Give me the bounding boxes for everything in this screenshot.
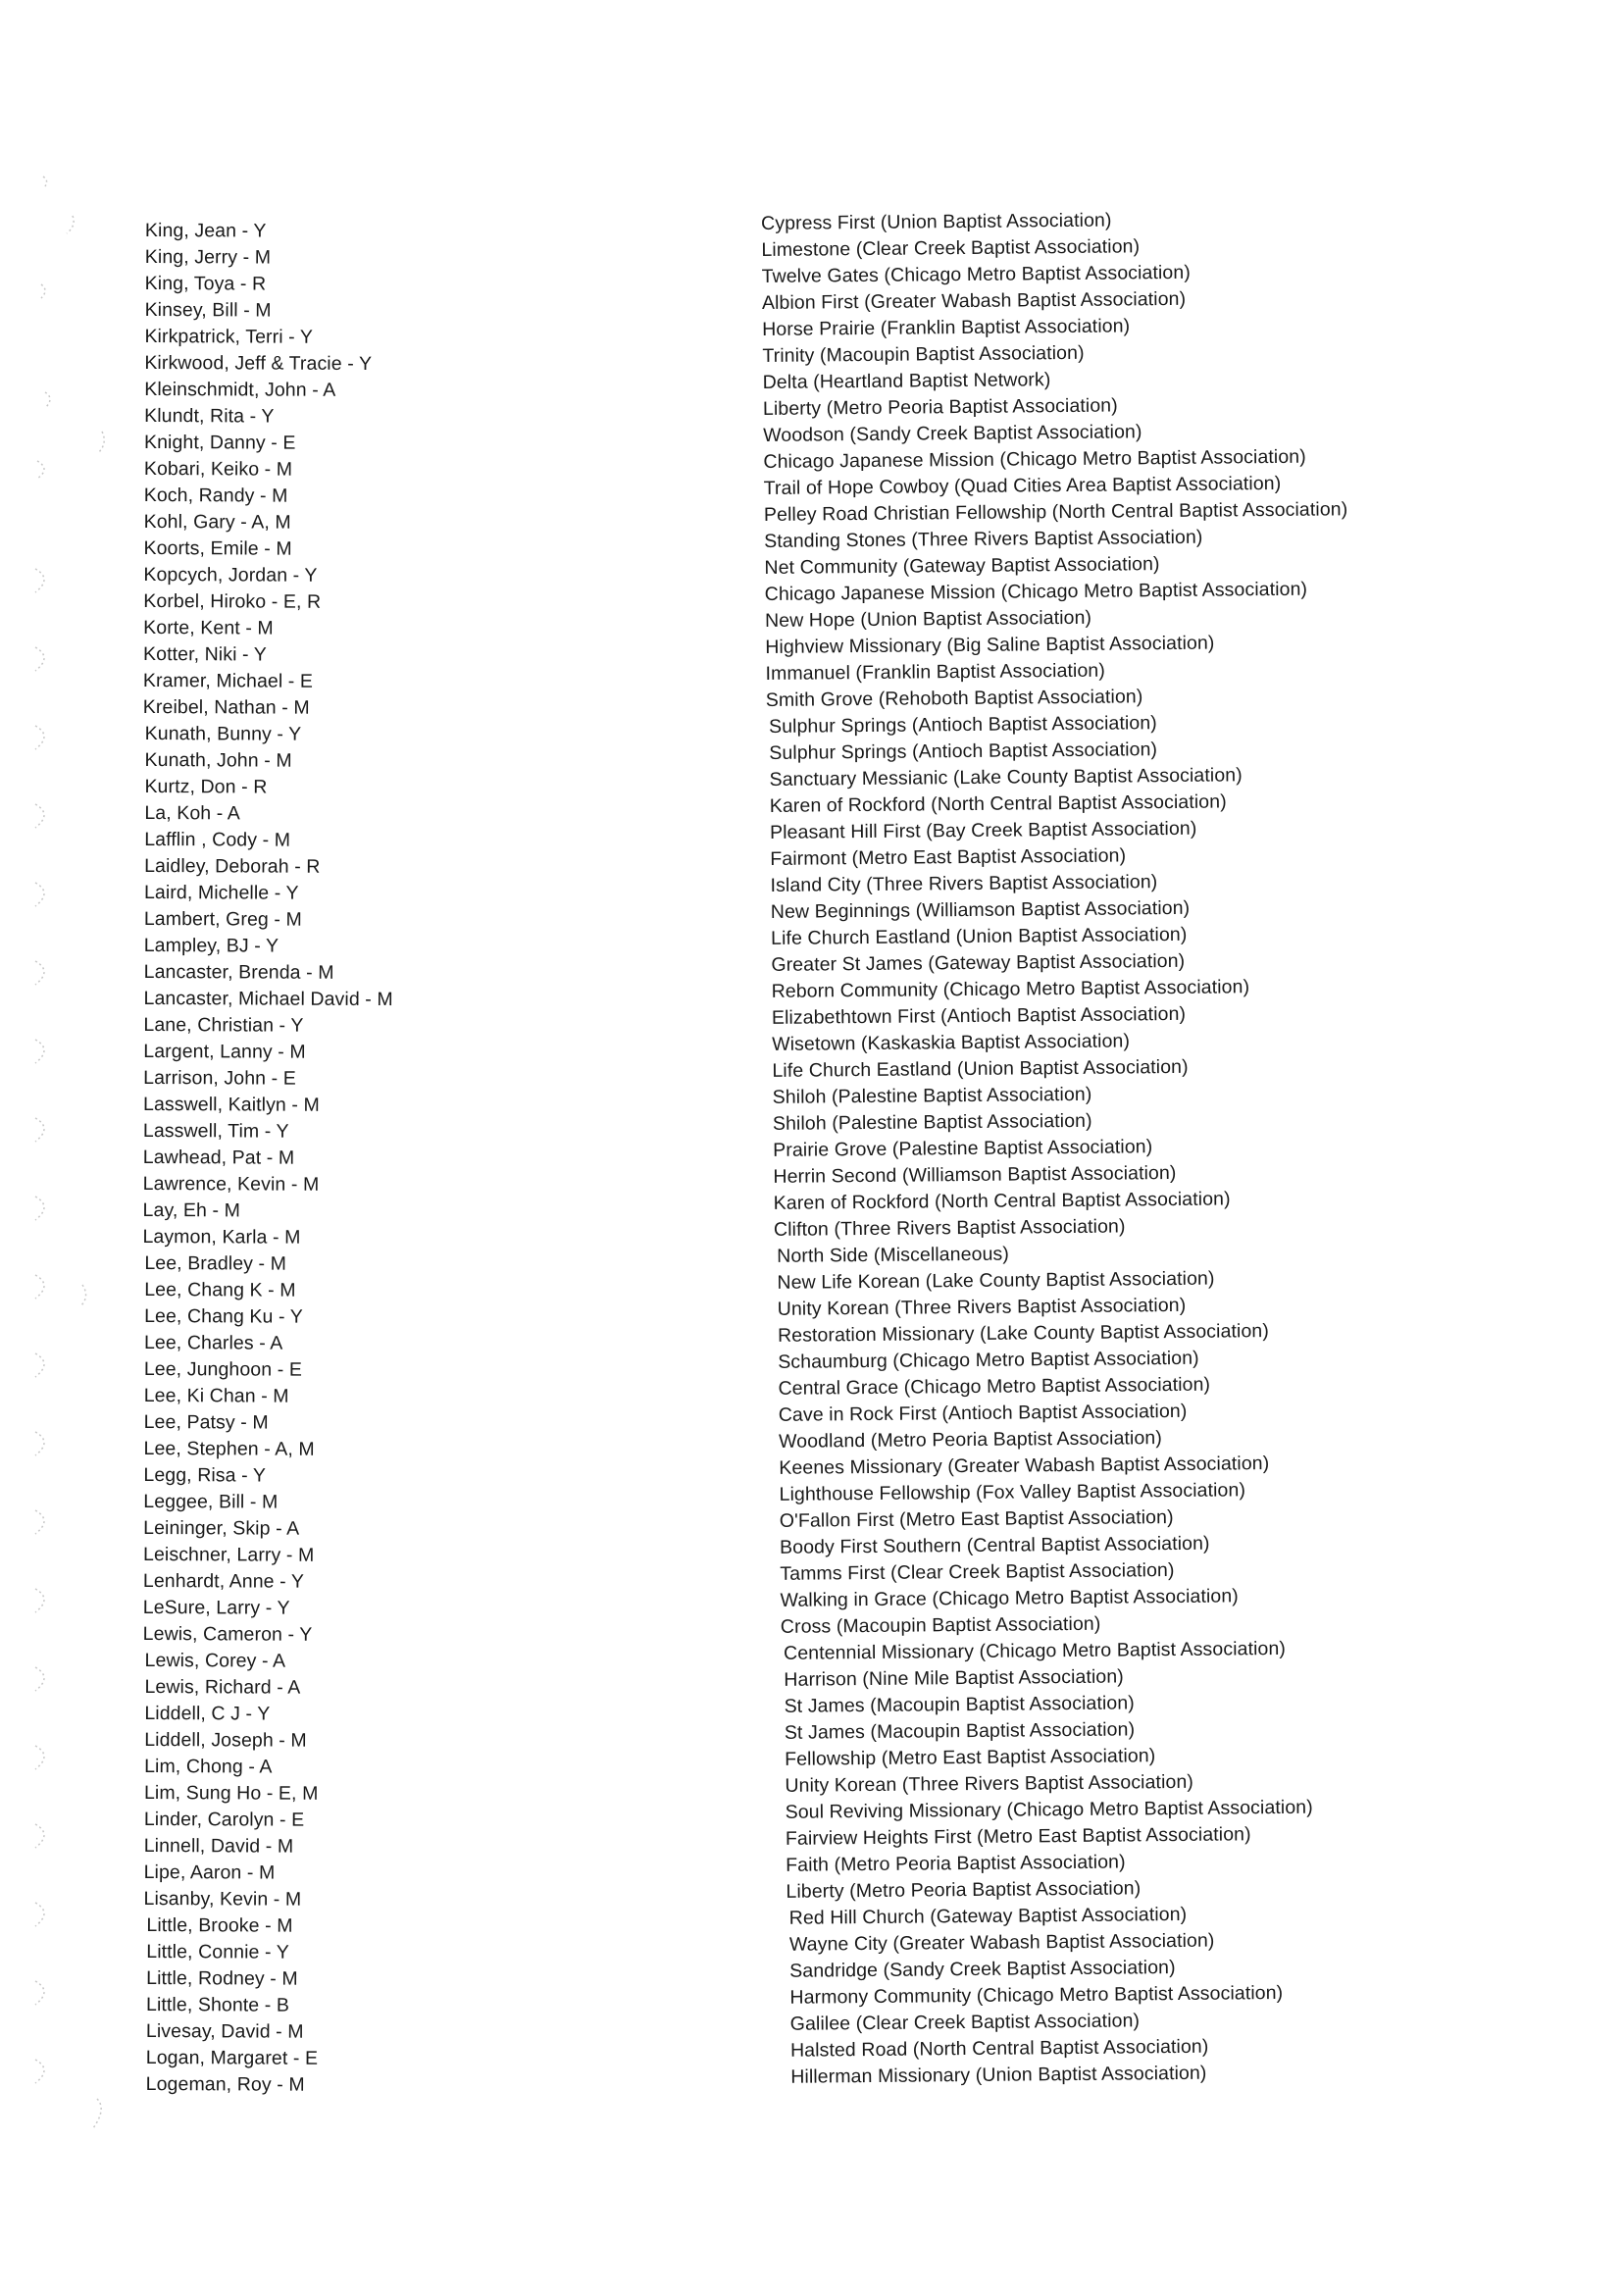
- member-entry: Kunath, Bunny - Y: [144, 723, 302, 745]
- binder-hole-marks: [24, 157, 112, 2217]
- member-entry: Koch, Randy - M: [143, 484, 288, 507]
- church-entry: Cypress First (Union Baptist Association): [761, 209, 1112, 234]
- church-entry: Fellowship (Metro East Baptist Association): [785, 1745, 1156, 1770]
- church-entry: Red Hill Church (Gateway Baptist Association): [788, 1903, 1188, 1929]
- member-entry: Knight, Danny - E: [143, 431, 296, 454]
- member-entry: LeSure, Larry - Y: [142, 1597, 290, 1619]
- church-entry: Liberty (Metro Peoria Baptist Association): [786, 1877, 1142, 1903]
- member-entry: Lane, Christian - Y: [143, 1014, 304, 1037]
- member-entry: Kreibel, Nathan - M: [142, 695, 310, 719]
- church-entry: Karen of Rockford (North Central Baptist Association): [769, 790, 1227, 817]
- member-entry: Linnell, David - M: [143, 1835, 294, 1858]
- church-entry: Twelve Gates (Chicago Metro Baptist Association): [761, 261, 1191, 287]
- member-entry: Kohl, Gary - A, M: [143, 510, 291, 534]
- church-entry: Life Church Eastland (Union Baptist Association): [771, 923, 1188, 949]
- church-entry: Restoration Missionary (Lake County Baptist Association): [777, 1320, 1270, 1347]
- member-entry: Leischner, Larry - M: [143, 1544, 315, 1566]
- church-entry: Tamms First (Clear Creek Baptist Association): [780, 1559, 1175, 1585]
- member-entry: Koorts, Emile - M: [143, 536, 292, 560]
- member-entry: Korbel, Hiroko - E, R: [143, 589, 322, 613]
- member-entry: Leggee, Bill - M: [143, 1491, 279, 1513]
- member-entry: Laymon, Karla - M: [142, 1225, 301, 1249]
- member-entry: King, Toya - R: [144, 272, 267, 295]
- member-entry: Lee, Junghoon - E: [143, 1358, 303, 1381]
- member-entry: Largent, Lanny - M: [143, 1041, 306, 1063]
- member-entry: Lim, Chong - A: [144, 1756, 273, 1778]
- church-entry: Schaumburg (Chicago Metro Baptist Association): [778, 1347, 1199, 1373]
- member-entry: Lancaster, Brenda - M: [143, 961, 334, 984]
- church-entry: Walking in Grace (Chicago Metro Baptist Association): [780, 1585, 1239, 1611]
- member-entry: Logan, Margaret - E: [145, 2047, 319, 2069]
- church-entry: Sanctuary Messianic (Lake County Baptist Association): [769, 764, 1243, 790]
- church-entry: Prairie Grove (Palestine Baptist Association): [773, 1136, 1153, 1161]
- member-entry: Lee, Ki Chan - M: [143, 1385, 289, 1407]
- church-entry: North Side (Miscellaneous): [777, 1243, 1010, 1267]
- church-entry: Hillerman Missionary (Union Baptist Association): [790, 2062, 1207, 2088]
- member-entry: Lenhardt, Anne - Y: [142, 1570, 305, 1593]
- member-entry: Liddell, C J - Y: [144, 1703, 271, 1725]
- member-entry: King, Jerry - M: [144, 245, 272, 269]
- church-entry: New Beginnings (Williamson Baptist Association): [770, 896, 1191, 923]
- church-entry: New Life Korean (Lake County Baptist Association): [777, 1267, 1215, 1294]
- church-entry: Boody First Southern (Central Baptist Association): [779, 1532, 1210, 1558]
- member-entry: Kotter, Niki - Y: [143, 642, 267, 666]
- church-entry: Wisetown (Kaskaskia Baptist Association): [772, 1030, 1131, 1055]
- church-entry: Delta (Heartland Baptist Network): [762, 369, 1051, 393]
- church-entry: Smith Grove (Rehoboth Baptist Association): [765, 686, 1143, 711]
- member-entry: Lambert, Greg - M: [143, 908, 302, 931]
- church-entry: Reborn Community (Chicago Metro Baptist Association): [771, 976, 1250, 1002]
- church-entry: Faith (Metro Peoria Baptist Association): [786, 1851, 1126, 1876]
- member-entry: Kobari, Keiko - M: [143, 457, 293, 481]
- church-entry: Halsted Road (North Central Baptist Association): [789, 2035, 1209, 2062]
- church-entry: Sulphur Springs (Antioch Baptist Association): [769, 739, 1158, 764]
- member-entry: Klundt, Rita - Y: [144, 404, 275, 428]
- church-entry: Liberty (Metro Peoria Baptist Association): [762, 394, 1118, 420]
- member-entry: Kinsey, Bill - M: [144, 298, 272, 322]
- church-entry: Karen of Rockford (North Central Baptist Association): [773, 1188, 1231, 1214]
- church-entry: New Hope (Union Baptist Association): [764, 606, 1092, 632]
- member-entry: Kirkpatrick, Terri - Y: [144, 325, 314, 348]
- church-entry: St James (Macoupin Baptist Association): [784, 1718, 1136, 1744]
- member-entry: Lisanby, Kevin - M: [143, 1888, 302, 1911]
- member-names-column: [137, 218, 557, 2100]
- member-entry: Little, Shonte - B: [146, 1994, 290, 2016]
- church-entry: Centennial Missionary (Chicago Metro Baptist Association): [784, 1637, 1287, 1664]
- member-entry: Lewis, Cameron - Y: [142, 1623, 313, 1646]
- member-entry: Laidley, Deborah - R: [144, 855, 321, 878]
- church-entry: Shiloh (Palestine Baptist Association): [772, 1083, 1092, 1108]
- church-entry: Herrin Second (Williamson Baptist Association): [773, 1161, 1177, 1188]
- member-entry: Lee, Chang K - M: [144, 1279, 296, 1301]
- member-entry: Lasswell, Tim - Y: [142, 1120, 289, 1143]
- church-entry: Immanuel (Franklin Baptist Association): [765, 659, 1105, 685]
- church-entry: Pleasant Hill First (Bay Creek Baptist Association): [769, 817, 1197, 843]
- member-entry: Lim, Sung Ho - E, M: [143, 1782, 319, 1805]
- member-entry: Lay, Eh - M: [142, 1198, 240, 1222]
- church-entry: Wayne City (Greater Wabash Baptist Association): [788, 1929, 1215, 1956]
- member-entry: Little, Rodney - M: [146, 1967, 298, 1990]
- church-entry: Chicago Japanese Mission (Chicago Metro Baptist Association): [764, 578, 1308, 605]
- church-entry: Trinity (Macoupin Baptist Association): [762, 341, 1085, 367]
- church-entry: Fairmont (Metro East Baptist Association): [770, 844, 1127, 870]
- church-entry: Highview Missionary (Big Saline Baptist Association): [765, 632, 1215, 658]
- member-entry: Kunath, John - M: [144, 749, 292, 772]
- church-entry: Sandridge (Sandy Creek Baptist Association): [789, 1957, 1176, 1982]
- member-entry: Korte, Kent - M: [143, 616, 274, 639]
- member-entry: Lee, Patsy - M: [143, 1411, 269, 1434]
- church-entry: Keenes Missionary (Greater Wabash Baptist Association): [779, 1453, 1270, 1479]
- church-entry: Woodson (Sandy Creek Baptist Association): [763, 421, 1142, 446]
- church-entry: Lighthouse Fellowship (Fox Valley Baptist Association): [779, 1479, 1246, 1505]
- member-entry: Kleinschmidt, John - A: [144, 378, 336, 401]
- member-entry: Larrison, John - E: [143, 1067, 296, 1090]
- member-entry: Lafflin , Cody - M: [144, 829, 291, 851]
- member-entry: Liddell, Joseph - M: [144, 1729, 307, 1752]
- church-entry: Clifton (Three Rivers Baptist Association): [773, 1215, 1126, 1241]
- church-entry: Sulphur Springs (Antioch Baptist Association): [768, 712, 1157, 738]
- member-entry: Lee, Charles - A: [143, 1332, 283, 1354]
- member-entry: Leininger, Skip - A: [143, 1517, 300, 1540]
- church-entry: Cave in Rock First (Antioch Baptist Association): [778, 1400, 1188, 1426]
- member-entry: Kramer, Michael - E: [142, 669, 314, 692]
- member-entry: Livesay, David - M: [145, 2020, 304, 2043]
- member-entry: Linder, Carolyn - E: [143, 1809, 305, 1831]
- member-entry: Little, Connie - Y: [146, 1941, 289, 1963]
- church-entry: St James (Macoupin Baptist Association): [784, 1692, 1135, 1717]
- church-entry: Unity Korean (Three Rivers Baptist Association): [777, 1294, 1187, 1320]
- church-entry: Trail of Hope Cowboy (Quad Cities Area Baptist Association): [763, 472, 1282, 499]
- member-entry: King, Jean - Y: [144, 219, 267, 242]
- church-entry: Chicago Japanese Mission (Chicago Metro Baptist Association): [763, 445, 1306, 473]
- member-entry: Logeman, Roy - M: [145, 2073, 305, 2096]
- church-entry: Albion First (Greater Wabash Baptist Association): [761, 287, 1187, 314]
- member-entry: Lee, Bradley - M: [144, 1252, 287, 1275]
- member-entry: La, Koh - A: [144, 802, 240, 825]
- church-entry: Pelley Road Christian Fellowship (North Central Baptist Association): [763, 498, 1348, 526]
- church-entry: Greater St James (Gateway Baptist Association): [771, 949, 1186, 976]
- church-entry: Unity Korean (Three Rivers Baptist Association): [785, 1770, 1194, 1797]
- member-entry: Kopcych, Jordan - Y: [143, 563, 318, 586]
- member-entry: Lawrence, Kevin - M: [142, 1172, 320, 1196]
- member-entry: Lee, Chang Ku - Y: [144, 1305, 303, 1328]
- church-entry: Elizabethtown First (Antioch Baptist Association): [771, 1002, 1187, 1029]
- church-entry: Soul Reviving Missionary (Chicago Metro Baptist Association): [785, 1796, 1313, 1823]
- member-entry: Lampley, BJ - Y: [143, 935, 279, 957]
- church-entry: O'Fallon First (Metro East Baptist Association): [779, 1506, 1174, 1532]
- member-entry: Lewis, Corey - A: [144, 1650, 286, 1672]
- church-association-column: [761, 204, 1465, 2091]
- church-entry: Limestone (Clear Creek Baptist Association): [761, 235, 1141, 261]
- church-entry: Life Church Eastland (Union Baptist Association): [772, 1055, 1189, 1082]
- member-entry: Lawhead, Pat - M: [142, 1146, 295, 1169]
- member-entry: Little, Brooke - M: [146, 1914, 293, 1937]
- member-entry: Laird, Michelle - Y: [143, 882, 299, 904]
- church-entry: Cross (Macoupin Baptist Association): [780, 1612, 1101, 1638]
- member-entry: Legg, Risa - Y: [143, 1464, 267, 1487]
- church-entry: Harmony Community (Chicago Metro Baptist Association): [789, 1981, 1284, 2009]
- member-entry: Kurtz, Don - R: [144, 776, 268, 798]
- church-entry: Fairview Heights First (Metro East Baptist Association): [785, 1823, 1251, 1850]
- church-entry: Galilee (Clear Creek Baptist Association): [789, 2010, 1141, 2035]
- church-entry: Island City (Three Rivers Baptist Association): [770, 871, 1158, 896]
- church-entry: Net Community (Gateway Baptist Association): [764, 553, 1160, 579]
- member-entry: Lee, Stephen - A, M: [143, 1438, 315, 1460]
- church-entry: Central Grace (Chicago Metro Baptist Association): [778, 1373, 1211, 1400]
- church-entry: Woodland (Metro Peoria Baptist Association): [778, 1427, 1163, 1453]
- member-entry: Kirkwood, Jeff & Tracie - Y: [144, 351, 373, 376]
- church-entry: Standing Stones (Three Rivers Baptist Association): [764, 526, 1203, 552]
- member-entry: Lasswell, Kaitlyn - M: [143, 1094, 320, 1116]
- scan-margin-artifacts: [24, 157, 112, 2217]
- member-entry: Lancaster, Michael David - M: [143, 988, 393, 1011]
- member-entry: Lewis, Richard - A: [144, 1676, 301, 1699]
- church-entry: Horse Prairie (Franklin Baptist Association): [762, 315, 1131, 340]
- church-entry: Shiloh (Palestine Baptist Association): [772, 1109, 1092, 1135]
- member-entry: Lipe, Aaron - M: [143, 1861, 276, 1884]
- church-entry: Harrison (Nine Mile Baptist Association): [784, 1665, 1124, 1691]
